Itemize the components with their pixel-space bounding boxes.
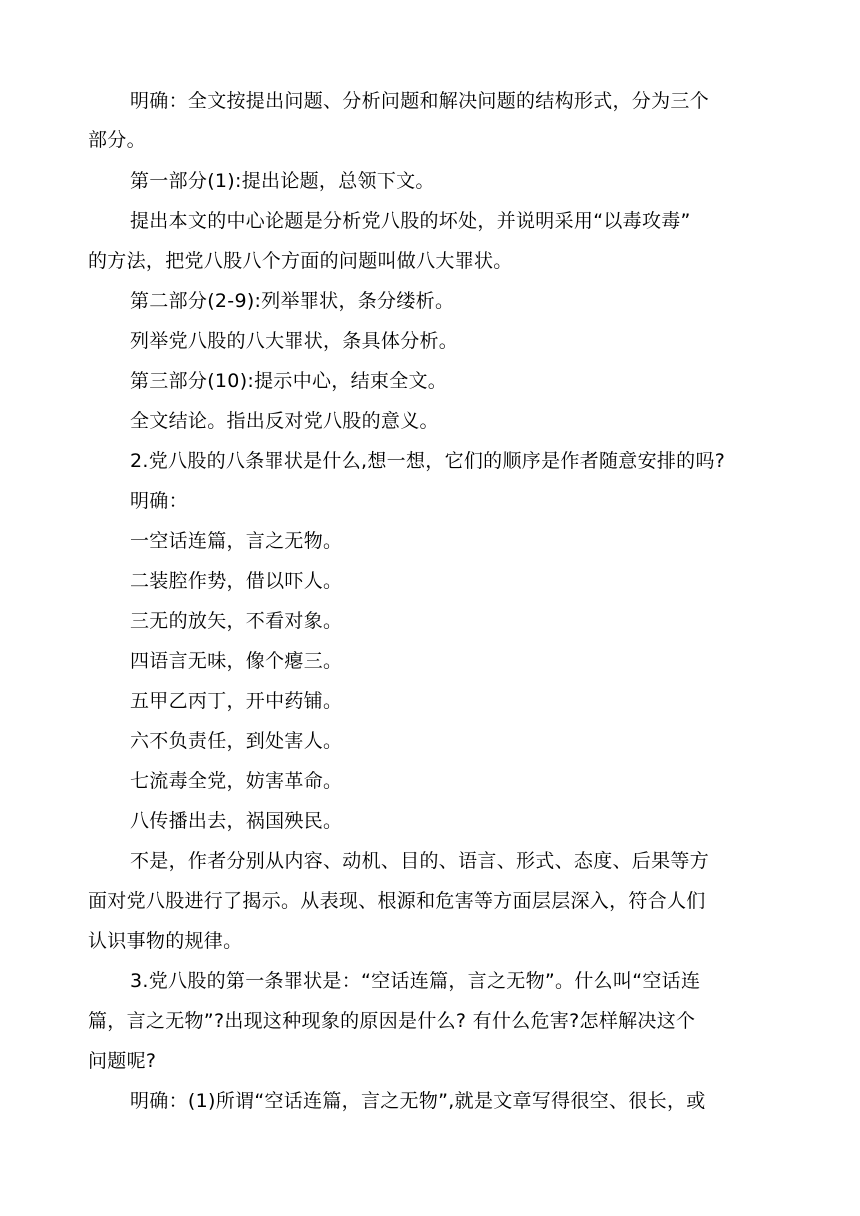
paragraph-line: 部分。	[88, 129, 146, 151]
paragraph-line: 明确：(1)所谓“空话连篇，言之无物”,就是文章写得很空、很长，或	[130, 1090, 706, 1112]
paragraph-line: 列举党八股的八大罪状，条具体分析。	[130, 330, 459, 352]
list-item: 六不负责任，到处害人。	[130, 730, 343, 752]
list-item: 一空话连篇，言之无物。	[130, 530, 343, 552]
paragraph-line: 第一部分(1):提出论题，总领下文。	[130, 170, 435, 192]
list-item: 七流毒全党，妨害革命。	[130, 770, 343, 792]
paragraph-line: 第三部分(10):提示中心，结束全文。	[130, 370, 448, 392]
paragraph-line: 篇，言之无物”?出现这种现象的原因是什么? 有什么危害?怎样解决这个	[88, 1010, 696, 1032]
paragraph-line: 认识事物的规律。	[88, 930, 243, 952]
paragraph-line: 问题呢?	[88, 1050, 157, 1072]
list-item: 三无的放矢，不看对象。	[130, 610, 343, 632]
paragraph-line: 2.党八股的八条罪状是什么,想一想，它们的顺序是作者随意安排的吗?	[130, 450, 726, 472]
list-item: 八传播出去，祸国殃民。	[130, 810, 343, 832]
paragraph-line: 全文结论。指出反对党八股的意义。	[130, 410, 439, 432]
paragraph-line: 提出本文的中心论题是分析党八股的坏处，并说明采用“以毒攻毒”	[130, 210, 691, 232]
paragraph-line: 面对党八股进行了揭示。从表现、根源和危害等方面层层深入，符合人们	[88, 890, 706, 912]
list-item: 二装腔作势，借以吓人。	[130, 570, 343, 592]
paragraph-line: 3.党八股的第一条罪状是：“空话连篇，言之无物”。什么叫“空话连	[130, 970, 701, 992]
paragraph-line: 的方法，把党八股八个方面的问题叫做八大罪状。	[88, 250, 513, 272]
list-item: 五甲乙丙丁，开中药铺。	[130, 690, 343, 712]
paragraph-line: 明确：	[130, 490, 188, 512]
paragraph-line: 不是，作者分别从内容、动机、目的、语言、形式、态度、后果等方	[130, 850, 710, 872]
list-item: 四语言无味，像个瘪三。	[130, 650, 343, 672]
paragraph-line: 明确：全文按提出问题、分析问题和解决问题的结构形式，分为三个	[130, 90, 710, 112]
paragraph-line: 第二部分(2-9):列举罪状，条分缕析。	[130, 290, 455, 312]
